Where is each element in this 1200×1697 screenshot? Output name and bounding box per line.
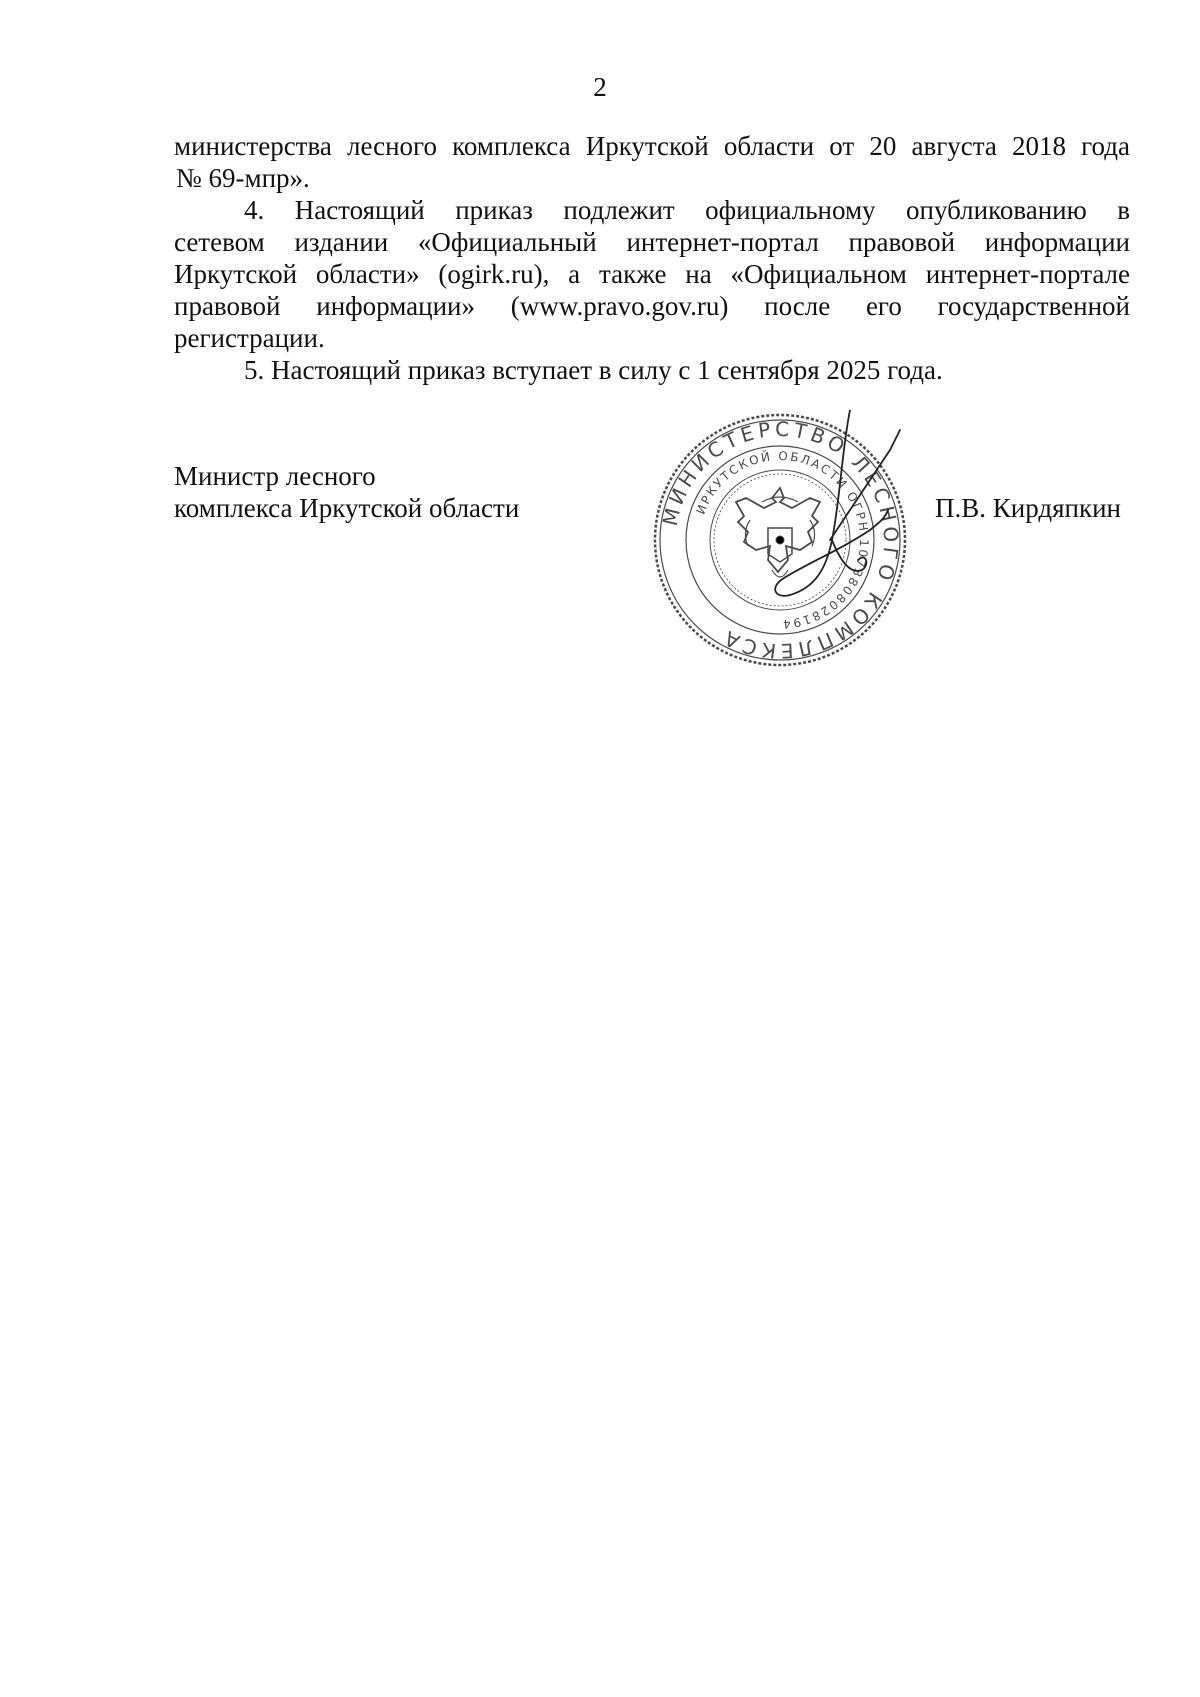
paragraph-1-line-2: № 69-мпр». (176, 163, 310, 193)
paragraph-1-line-1: министерства лесного комплекса Иркутской области от 20 августа 2018 года (174, 131, 1130, 161)
seal-outer-text: МИНИСТЕРСТВО ЛЕСНОГО КОМПЛЕКСА (657, 416, 904, 664)
seal-inner-text: ИРКУТСКОЙ ОБЛАСТИ ОГРН 1073808028194 (693, 448, 872, 632)
paragraph-2-line-2: сетевом издании «Официальный интернет-портал правовой информации (174, 227, 1130, 257)
signer-position (174, 460, 519, 524)
paragraph-2-line-4: правовой информации» (www.pravo.gov.ru) после его государственной (174, 291, 1130, 321)
signer-name: П.В. Кирдяпкин (935, 493, 1121, 523)
handwritten-signature (770, 410, 990, 650)
paragraph-2-line-1: 4. Настоящий приказ подлежит официальному опубликованию в (244, 195, 1130, 225)
paragraph-2-line-5: регистрации. (174, 323, 325, 353)
page-number: 2 (593, 72, 607, 102)
signer-position-line-1: Министр лесного (174, 461, 376, 491)
paragraph-3-line-1: 5. Настоящий приказ вступает в силу с 1 сентября 2025 года. (244, 355, 943, 385)
signature-icon (770, 410, 990, 650)
signer-position-line-2: комплекса Иркутской области (174, 493, 520, 523)
paragraph-2-line-3: Иркутской области» (ogirk.ru), а также на «Официальном интернет-портале (174, 259, 1130, 289)
document-body (174, 130, 1130, 386)
